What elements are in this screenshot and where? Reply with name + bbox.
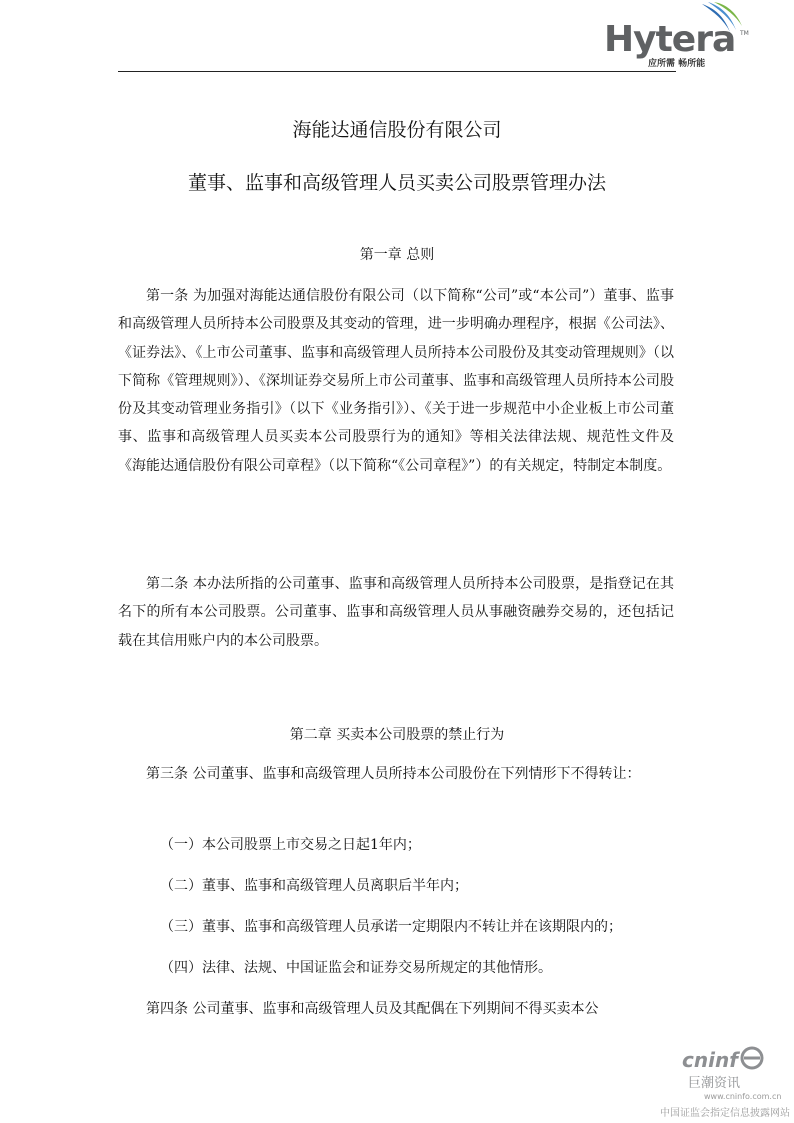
- list-item: （二）董事、监事和高级管理人员离职后半年内；: [160, 878, 468, 894]
- list-item: （三）董事、监事和高级管理人员承诺一定期限内不转让并在该期限内的；: [160, 919, 622, 935]
- swirl-icon: [740, 1046, 764, 1070]
- cninfo-note: 中国证监会指定信息披露网站: [660, 1108, 790, 1119]
- logo-trademark: TM: [740, 30, 749, 37]
- article-2: 第二条 本办法所指的公司董事、监事和高级管理人员所持本公司股票，是指登记在其名下的所有本公司股票。公司董事、监事和高级管理人员从事融资融券交易的，还包括记载在其信用账户内的本公司股票。: [118, 576, 674, 649]
- hytera-logo: [604, 2, 754, 72]
- cninfo-brand: cninf: [682, 1048, 738, 1072]
- list-item: （一）本公司股票上市交易之日起1年内；: [160, 837, 421, 853]
- cninfo-url: www.cninfo.com.cn: [704, 1092, 782, 1101]
- chapter-1-heading: 第一章 总则: [359, 247, 435, 263]
- article-3: 第三条 公司董事、监事和高级管理人员所持本公司股份在下列情形下不得转让：: [146, 766, 641, 782]
- header-rule: [118, 71, 676, 72]
- company-title: 海能达通信股份有限公司: [292, 119, 502, 141]
- logo-slogan: 应所需 畅所能: [648, 59, 706, 69]
- cninfo-watermark: [648, 1042, 794, 1123]
- list-item: （四）法律、法规、中国证监会和证券交易所规定的其他情形。: [160, 960, 552, 976]
- cninfo-brand-cn: 巨潮资讯: [688, 1076, 741, 1091]
- chapter-2-heading: 第二章 买卖本公司股票的禁止行为: [289, 727, 505, 743]
- document-title: 董事、监事和高级管理人员买卖公司股票管理办法: [187, 172, 606, 194]
- logo-text: Hytera: [604, 19, 736, 60]
- article-4: 第四条 公司董事、监事和高级管理人员及其配偶在下列期间不得买卖本公: [146, 1001, 599, 1017]
- article-1: 第一条 为加强对海能达通信股份有限公司（以下简称“公司”或“本公司”）董事、监事和高级管理人员所持本公司股票及其变动的管理，进一步明确办理程序，根据《公司法》、《证券法》、《上市公司董事、监事和高级管理人员所持本公司股份及其变动管理规则》（以下简称《管理规则》）、《深圳证券交易所上市公司董事、监事和高级管理人员所持本公司股份及其变动管理业务指引》（以下《业务指引》）、《关于进一步规范中小企业板上市公司董事、监事和高级管理人员买卖本公司股票行为的通知》等相关法律法规、规范性文件及《海能达通信股份有限公司章程》（以下简称“《公司章程》”）的有关规定，特制定本制度。: [118, 288, 674, 474]
